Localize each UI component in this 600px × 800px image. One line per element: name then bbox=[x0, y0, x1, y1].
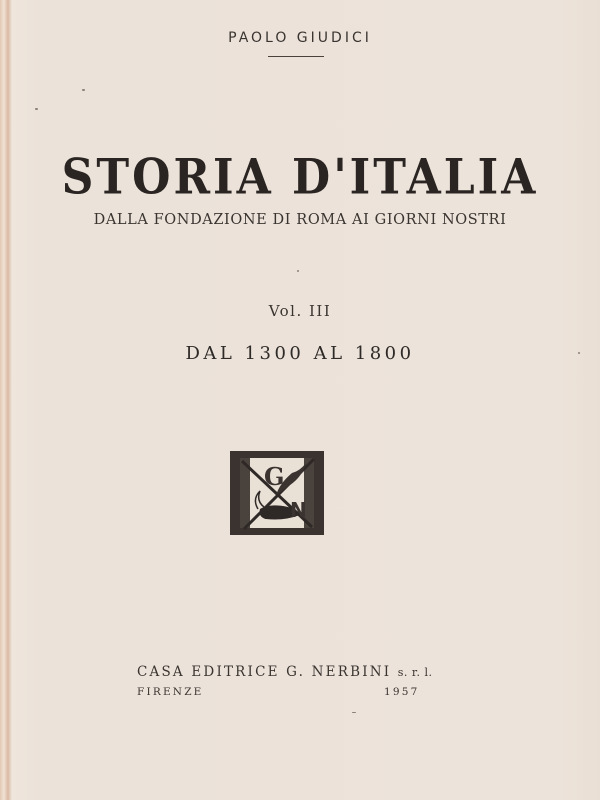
book-title: STORIA D'ITALIA bbox=[61, 149, 539, 206]
paper-speck bbox=[352, 712, 356, 713]
paper-speck bbox=[35, 108, 38, 110]
author-name: PAOLO GIUDICI bbox=[228, 30, 372, 46]
paper-speck bbox=[578, 352, 580, 354]
author-divider bbox=[268, 56, 324, 57]
publisher-city: FIRENZE bbox=[137, 686, 204, 698]
publisher-suffix: s. r. l. bbox=[397, 666, 433, 679]
publisher-name: CASA EDITRICE G. NERBINI bbox=[137, 664, 392, 680]
publisher-line bbox=[137, 664, 437, 680]
period-label: DAL 1300 AL 1800 bbox=[185, 343, 415, 364]
volume-label: Vol. III bbox=[268, 302, 332, 320]
publication-year: 1957 bbox=[384, 686, 420, 698]
svg-text:N: N bbox=[290, 498, 307, 522]
svg-text:G: G bbox=[264, 462, 285, 491]
paper-speck bbox=[82, 89, 85, 91]
paper-speck bbox=[297, 270, 299, 272]
publisher-emblem-icon bbox=[230, 451, 324, 535]
book-subtitle: DALLA FONDAZIONE DI ROMA AI GIORNI NOSTRI bbox=[93, 212, 507, 228]
